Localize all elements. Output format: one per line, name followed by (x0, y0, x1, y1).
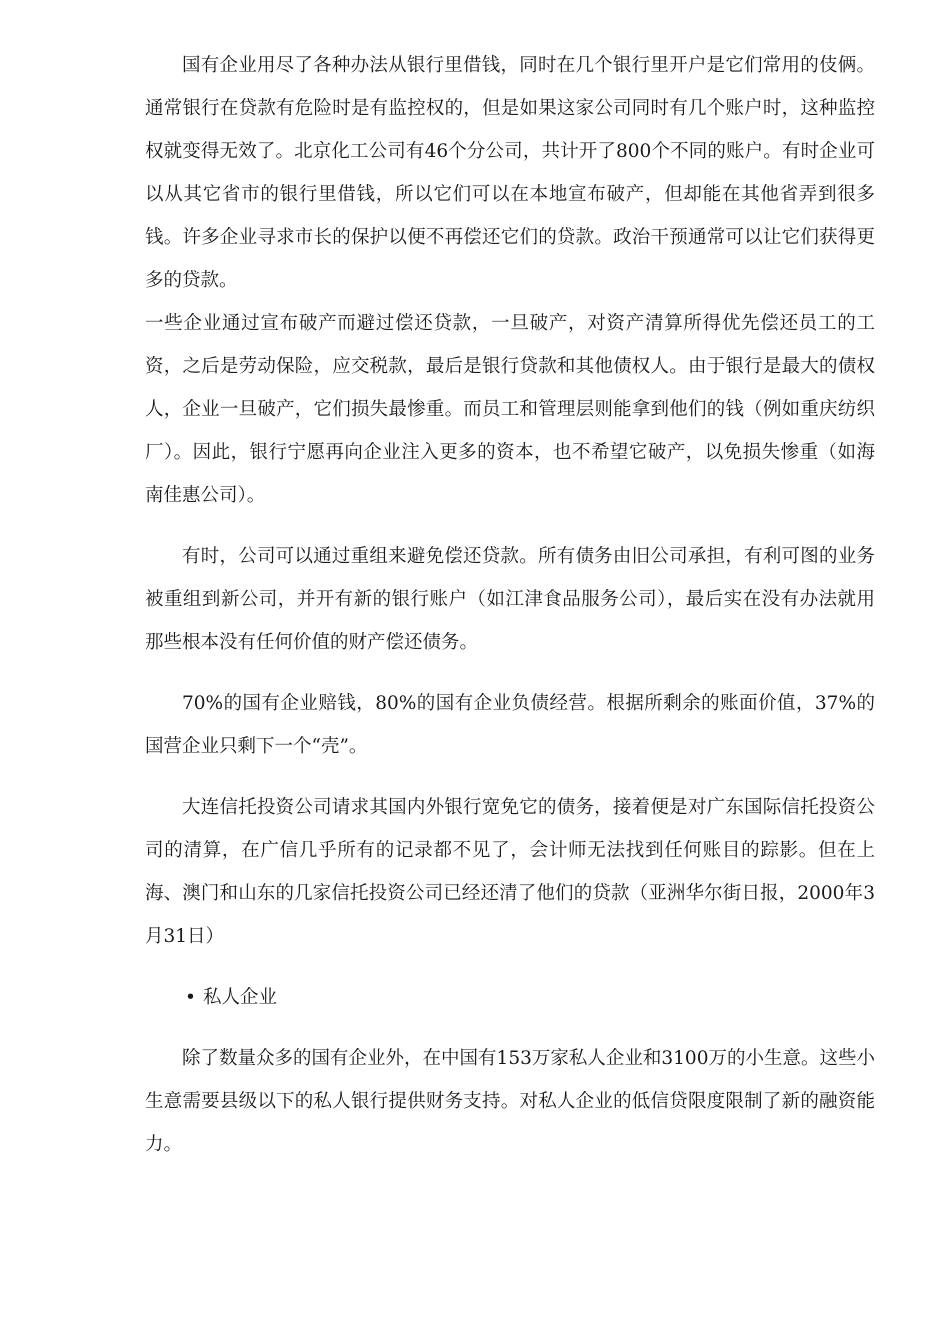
paragraph-state-enterprise-borrowing: 国有企业用尽了各种办法从银行里借钱，同时在几个银行里开户是它们常用的伎俩。通常银行在贷款有危险时是有监控权的，但是如果这家公司同时有几个账户时，这种监控权就变得无效了。北京化工公司有46个分公司，共计开了800个不同的账户。有时企业可以从其它省市的银行里借钱，所以它们可以在本地宣布破产，但却能在其他省弄到很多钱。许多企业寻求市长的保护以便不再偿还它们的贷款。政治干预通常可以让它们获得更多的贷款。 (145, 55, 875, 291)
paragraph-private-enterprise: 除了数量众多的国有企业外，在中国有153万家私人企业和3100万的小生意。这些小生意需要县级以下的私人银行提供财务支持。对私人企业的低信贷限度限制了新的融资能力。 (145, 1048, 875, 1155)
paragraph-gap (145, 958, 875, 976)
paragraph-restructuring: 有时，公司可以通过重组来避免偿还贷款。所有债务由旧公司承担，有利可图的业务被重组到新公司，并开有新的银行账户（如江津食品服务公司），最后实在没有办法就用那些根本没有任何价值的财产偿还债务。 (145, 546, 875, 653)
bullet-icon: • (185, 987, 196, 1008)
paragraph-loss-statistics: 70%的国有企业赔钱，80%的国有企业负债经营。根据所剩余的账面价值，37%的国营企业只剩下一个“壳”。 (145, 693, 875, 757)
paragraph-gap (145, 1019, 875, 1037)
section-title: 私人企业 (203, 987, 278, 1008)
paragraph-bankruptcy-avoidance: 一些企业通过宣布破产而避过偿还贷款，一旦破产，对资产清算所得优先偿还员工的工资，之后是劳动保险，应交税款，最后是银行贷款和其他债权人。由于银行是最大的债权人，企业一旦破产，它们损失最惨重。而员工和管理层则能拿到他们的钱（例如重庆纺织厂）。因此，银行宁愿再向企业注入更多的资本，也不希望它破产，以免损失惨重（如海南佳惠公司）。 (145, 313, 875, 506)
document-page (145, 44, 875, 1166)
paragraph-gap (145, 517, 875, 535)
paragraph-trust-investment: 大连信托投资公司请求其国内外银行宽免它的债务，接着便是对广东国际信托投资公司的清算，在广信几乎所有的记录都不见了，会计师无法找到任何账目的踪影。但在上海、澳门和山东的几家信托投资公司已经还清了他们的贷款（亚洲华尔街日报，2000年3月31日） (145, 797, 875, 947)
paragraph-gap (145, 768, 875, 786)
section-heading-private-enterprise (145, 976, 875, 1019)
paragraph-gap (145, 664, 875, 682)
